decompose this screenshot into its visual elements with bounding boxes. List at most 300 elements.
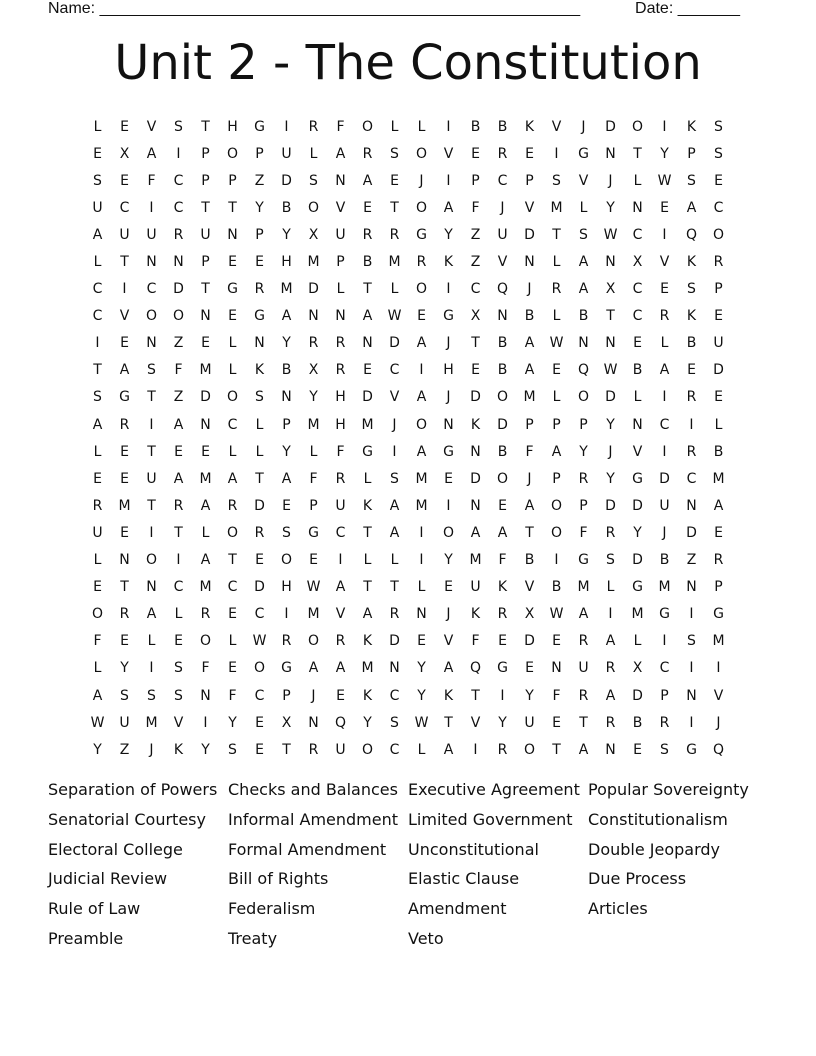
grid-letter: C bbox=[92, 308, 103, 325]
grid-letter: N bbox=[605, 145, 616, 162]
grid-letter: L bbox=[552, 254, 561, 271]
grid-letter: Y bbox=[525, 687, 534, 704]
grid-letter: E bbox=[93, 579, 102, 596]
grid-letter: S bbox=[687, 172, 696, 189]
grid-letter: S bbox=[93, 172, 102, 189]
grid-letter: E bbox=[201, 335, 210, 352]
date-field[interactable]: Date: _______ bbox=[635, 0, 740, 17]
grid-letter: P bbox=[552, 416, 561, 433]
grid-letter: Y bbox=[282, 226, 291, 243]
grid-letter: T bbox=[444, 714, 453, 731]
grid-letter: K bbox=[443, 687, 454, 704]
grid-row bbox=[84, 384, 732, 411]
grid-letter: A bbox=[92, 416, 103, 433]
grid-letter: N bbox=[173, 254, 184, 271]
grid-letter: S bbox=[390, 470, 399, 487]
grid-letter: L bbox=[390, 118, 399, 135]
grid-letter: A bbox=[578, 606, 589, 623]
grid-letter: E bbox=[174, 633, 183, 650]
grid-letter: R bbox=[308, 118, 319, 135]
grid-letter: N bbox=[524, 254, 535, 271]
grid-letter: E bbox=[714, 524, 723, 541]
grid-row bbox=[84, 438, 732, 465]
grid-letter: J bbox=[527, 470, 532, 487]
grid-letter: V bbox=[119, 308, 130, 325]
grid-letter: R bbox=[659, 308, 670, 325]
grid-letter: A bbox=[416, 389, 427, 406]
grid-letter: E bbox=[714, 389, 723, 406]
grid-letter: D bbox=[362, 389, 373, 406]
grid-letter: U bbox=[335, 497, 346, 514]
grid-letter: L bbox=[606, 579, 615, 596]
grid-letter: I bbox=[689, 416, 694, 433]
grid-letter: I bbox=[176, 552, 181, 569]
grid-row bbox=[84, 357, 732, 384]
grid-letter: S bbox=[606, 552, 615, 569]
grid-letter: T bbox=[174, 524, 183, 541]
grid-letter: S bbox=[255, 389, 264, 406]
grid-letter: I bbox=[689, 714, 694, 731]
grid-letter: O bbox=[253, 660, 266, 677]
grid-letter: O bbox=[550, 497, 563, 514]
grid-letter: X bbox=[605, 281, 616, 298]
word-bank-item: Popular Sovereignty bbox=[588, 780, 749, 799]
grid-letter: L bbox=[255, 443, 264, 460]
grid-letter: P bbox=[309, 497, 318, 514]
grid-letter: R bbox=[227, 497, 238, 514]
grid-letter: E bbox=[228, 606, 237, 623]
grid-letter: T bbox=[120, 254, 129, 271]
grid-letter: N bbox=[227, 226, 238, 243]
grid-letter: S bbox=[309, 172, 318, 189]
grid-letter: G bbox=[281, 660, 292, 677]
word-bank-item: Unconstitutional bbox=[408, 839, 539, 859]
grid-letter: N bbox=[146, 579, 157, 596]
grid-letter: Z bbox=[254, 172, 265, 189]
grid-letter: F bbox=[201, 660, 210, 677]
grid-letter: O bbox=[415, 281, 428, 298]
grid-letter: O bbox=[226, 145, 239, 162]
grid-letter: R bbox=[308, 741, 319, 758]
grid-letter: A bbox=[443, 660, 454, 677]
grid-letter: A bbox=[227, 470, 238, 487]
grid-letter: L bbox=[390, 281, 399, 298]
grid-letter: K bbox=[362, 687, 373, 704]
grid-letter: F bbox=[174, 362, 183, 379]
grid-letter: L bbox=[228, 633, 237, 650]
grid-letter: A bbox=[551, 443, 562, 460]
grid-letter: M bbox=[145, 714, 158, 731]
grid-letter: A bbox=[146, 606, 157, 623]
grid-letter: I bbox=[149, 660, 154, 677]
grid-letter: O bbox=[577, 389, 590, 406]
grid-letter: C bbox=[686, 470, 697, 487]
grid-letter: Q bbox=[577, 362, 590, 379]
grid-letter: D bbox=[254, 579, 265, 596]
grid-letter: T bbox=[552, 226, 561, 243]
name-field[interactable]: Name: ______________________________________________________ bbox=[48, 0, 581, 17]
grid-letter: R bbox=[605, 714, 616, 731]
grid-letter: K bbox=[470, 606, 481, 623]
grid-letter: L bbox=[93, 118, 102, 135]
page-title: Unit 2 - The Constitution bbox=[114, 35, 702, 91]
grid-letter: A bbox=[92, 687, 103, 704]
grid-letter: A bbox=[443, 741, 454, 758]
grid-letter: I bbox=[608, 606, 613, 623]
grid-letter: A bbox=[470, 524, 481, 541]
grid-letter: R bbox=[659, 714, 670, 731]
grid-letter: C bbox=[92, 281, 103, 298]
grid-letter: V bbox=[659, 254, 670, 271]
grid-letter: J bbox=[608, 172, 613, 189]
grid-letter: B bbox=[713, 443, 724, 460]
grid-letter: T bbox=[552, 741, 561, 758]
word-bank-item: Rule of Law bbox=[48, 899, 141, 919]
grid-letter: B bbox=[281, 362, 292, 379]
grid-letter: K bbox=[362, 633, 373, 650]
grid-letter: Y bbox=[282, 335, 291, 352]
grid-letter: A bbox=[497, 524, 508, 541]
grid-letter: W bbox=[549, 606, 564, 623]
grid-letter: I bbox=[662, 389, 667, 406]
grid-letter: C bbox=[173, 199, 184, 216]
grid-letter: G bbox=[254, 308, 265, 325]
grid-letter: T bbox=[201, 199, 210, 216]
word-bank-item: Preamble bbox=[48, 928, 124, 948]
grid-letter: G bbox=[119, 389, 130, 406]
grid-letter: F bbox=[552, 687, 561, 704]
grid-letter: C bbox=[227, 416, 238, 433]
word-bank-item: Electoral College bbox=[48, 839, 183, 859]
grid-letter: I bbox=[662, 633, 667, 650]
grid-letter: T bbox=[363, 579, 372, 596]
grid-letter: T bbox=[228, 199, 237, 216]
grid-letter: I bbox=[284, 118, 289, 135]
grid-letter: Q bbox=[469, 660, 482, 677]
grid-letter: M bbox=[712, 633, 725, 650]
grid-letter: E bbox=[309, 552, 318, 569]
grid-letter: L bbox=[93, 552, 102, 569]
grid-letter: R bbox=[335, 362, 346, 379]
grid-row bbox=[84, 465, 732, 492]
word-search-grid bbox=[84, 113, 732, 763]
grid-letter: A bbox=[524, 362, 535, 379]
grid-letter: Y bbox=[255, 199, 264, 216]
grid-letter: Z bbox=[119, 741, 130, 758]
grid-letter: B bbox=[497, 335, 508, 352]
grid-letter: T bbox=[471, 687, 480, 704]
grid-letter: N bbox=[335, 308, 346, 325]
grid-letter: J bbox=[662, 524, 667, 541]
grid-letter: I bbox=[662, 226, 667, 243]
grid-letter: Q bbox=[712, 741, 725, 758]
grid-letter: V bbox=[713, 687, 724, 704]
grid-letter: W bbox=[603, 362, 618, 379]
grid-letter: M bbox=[712, 470, 725, 487]
grid-letter: C bbox=[497, 172, 508, 189]
grid-letter: R bbox=[335, 470, 346, 487]
grid-letter: D bbox=[308, 281, 319, 298]
grid-letter: C bbox=[173, 172, 184, 189]
grid-letter: L bbox=[174, 606, 183, 623]
grid-letter: W bbox=[414, 714, 429, 731]
grid-letter: D bbox=[173, 281, 184, 298]
grid-letter: Y bbox=[309, 389, 318, 406]
grid-letter: A bbox=[281, 308, 292, 325]
grid-letter: N bbox=[146, 254, 157, 271]
grid-row bbox=[84, 547, 732, 574]
grid-letter: J bbox=[716, 714, 721, 731]
grid-letter: S bbox=[174, 118, 183, 135]
grid-letter: K bbox=[443, 254, 454, 271]
grid-letter: F bbox=[336, 443, 345, 460]
grid-letter: N bbox=[200, 687, 211, 704]
grid-letter: A bbox=[92, 226, 103, 243]
grid-letter: C bbox=[713, 199, 724, 216]
grid-letter: T bbox=[201, 118, 210, 135]
grid-letter: J bbox=[608, 443, 613, 460]
grid-letter: E bbox=[93, 470, 102, 487]
word-bank-item: Separation of Powers bbox=[48, 780, 218, 799]
word-bank-item: Executive Agreement bbox=[408, 780, 580, 799]
grid-letter: K bbox=[497, 579, 508, 596]
grid-letter: M bbox=[307, 254, 320, 271]
grid-letter: D bbox=[632, 497, 643, 514]
grid-letter: I bbox=[419, 524, 424, 541]
grid-letter: E bbox=[390, 172, 399, 189]
grid-letter: P bbox=[282, 687, 291, 704]
grid-letter: J bbox=[446, 335, 451, 352]
grid-letter: U bbox=[119, 226, 130, 243]
grid-letter: E bbox=[120, 443, 129, 460]
grid-letter: A bbox=[200, 552, 211, 569]
grid-letter: E bbox=[660, 281, 669, 298]
grid-letter: J bbox=[500, 199, 505, 216]
grid-letter: M bbox=[577, 579, 590, 596]
grid-letter: Y bbox=[228, 714, 237, 731]
grid-letter: F bbox=[147, 172, 156, 189]
grid-letter: E bbox=[282, 497, 291, 514]
grid-letter: K bbox=[173, 741, 184, 758]
grid-letter: K bbox=[686, 118, 697, 135]
grid-letter: U bbox=[200, 226, 211, 243]
grid-letter: C bbox=[659, 416, 670, 433]
grid-letter: H bbox=[443, 362, 454, 379]
grid-letter: L bbox=[660, 335, 669, 352]
grid-letter: A bbox=[119, 362, 130, 379]
grid-letter: K bbox=[686, 254, 697, 271]
grid-letter: B bbox=[497, 118, 508, 135]
grid-letter: S bbox=[147, 362, 156, 379]
grid-letter: L bbox=[228, 362, 237, 379]
grid-letter: M bbox=[550, 199, 563, 216]
grid-row bbox=[84, 411, 732, 438]
grid-letter: N bbox=[281, 389, 292, 406]
grid-letter: T bbox=[606, 308, 615, 325]
grid-letter: M bbox=[280, 281, 293, 298]
grid-letter: N bbox=[119, 552, 130, 569]
grid-letter: O bbox=[415, 199, 428, 216]
grid-letter: B bbox=[281, 199, 292, 216]
grid-letter: D bbox=[605, 497, 616, 514]
grid-letter: P bbox=[714, 281, 723, 298]
grid-letter: X bbox=[281, 714, 292, 731]
grid-letter: P bbox=[201, 145, 210, 162]
grid-letter: L bbox=[363, 552, 372, 569]
grid-row bbox=[84, 248, 732, 275]
grid-letter: R bbox=[713, 254, 724, 271]
grid-letter: R bbox=[389, 226, 400, 243]
grid-letter: B bbox=[632, 362, 643, 379]
grid-letter: B bbox=[632, 714, 643, 731]
grid-letter: R bbox=[686, 389, 697, 406]
grid-letter: T bbox=[93, 362, 102, 379]
grid-letter: O bbox=[361, 118, 374, 135]
grid-letter: E bbox=[228, 660, 237, 677]
grid-letter: I bbox=[716, 660, 721, 677]
grid-letter: S bbox=[93, 389, 102, 406]
grid-letter: U bbox=[524, 714, 535, 731]
grid-letter: I bbox=[122, 281, 127, 298]
grid-letter: N bbox=[443, 416, 454, 433]
grid-letter: L bbox=[633, 633, 642, 650]
grid-letter: T bbox=[228, 552, 237, 569]
word-bank-item: Formal Amendment bbox=[228, 839, 387, 859]
grid-letter: J bbox=[527, 281, 532, 298]
grid-letter: P bbox=[714, 579, 723, 596]
grid-letter: N bbox=[200, 308, 211, 325]
grid-letter: C bbox=[632, 308, 643, 325]
grid-letter: G bbox=[578, 552, 589, 569]
grid-letter: I bbox=[689, 606, 694, 623]
grid-letter: Z bbox=[173, 335, 184, 352]
grid-letter: W bbox=[90, 714, 105, 731]
grid-letter: O bbox=[496, 389, 509, 406]
grid-letter: N bbox=[632, 416, 643, 433]
word-bank-item: Constitutionalism bbox=[588, 809, 728, 829]
grid-letter: C bbox=[173, 579, 184, 596]
grid-letter: I bbox=[338, 552, 343, 569]
grid-letter: W bbox=[252, 633, 267, 650]
grid-letter: A bbox=[713, 497, 724, 514]
grid-letter: O bbox=[226, 389, 239, 406]
grid-letter: N bbox=[362, 335, 373, 352]
grid-letter: R bbox=[497, 606, 508, 623]
grid-letter: N bbox=[389, 660, 400, 677]
grid-letter: E bbox=[228, 254, 237, 271]
grid-letter: I bbox=[284, 606, 289, 623]
grid-letter: T bbox=[363, 524, 372, 541]
grid-letter: A bbox=[443, 199, 454, 216]
grid-letter: Y bbox=[660, 145, 669, 162]
grid-letter: S bbox=[147, 687, 156, 704]
grid-letter: I bbox=[203, 714, 208, 731]
grid-letter: H bbox=[335, 416, 346, 433]
grid-letter: V bbox=[146, 118, 157, 135]
grid-row bbox=[84, 574, 732, 601]
grid-letter: L bbox=[633, 172, 642, 189]
grid-letter: B bbox=[551, 579, 562, 596]
grid-letter: S bbox=[660, 741, 669, 758]
grid-letter: L bbox=[336, 281, 345, 298]
grid-letter: P bbox=[228, 172, 237, 189]
grid-letter: L bbox=[228, 335, 237, 352]
grid-letter: G bbox=[578, 145, 589, 162]
grid-letter: N bbox=[335, 172, 346, 189]
grid-letter: G bbox=[254, 118, 265, 135]
grid-letter: V bbox=[443, 145, 454, 162]
grid-letter: M bbox=[415, 497, 428, 514]
grid-letter: E bbox=[120, 633, 129, 650]
grid-letter: N bbox=[146, 335, 157, 352]
grid-letter: E bbox=[363, 199, 372, 216]
grid-letter: E bbox=[633, 335, 642, 352]
grid-letter: S bbox=[714, 118, 723, 135]
grid-letter: G bbox=[443, 443, 454, 460]
grid-letter: R bbox=[362, 145, 373, 162]
grid-letter: K bbox=[686, 308, 697, 325]
grid-letter: E bbox=[444, 470, 453, 487]
grid-letter: V bbox=[524, 199, 535, 216]
grid-letter: P bbox=[579, 416, 588, 433]
grid-letter: D bbox=[524, 633, 535, 650]
grid-letter: E bbox=[552, 633, 561, 650]
grid-letter: C bbox=[119, 199, 130, 216]
grid-letter: L bbox=[552, 308, 561, 325]
grid-letter: M bbox=[307, 606, 320, 623]
grid-letter: P bbox=[201, 254, 210, 271]
grid-letter: T bbox=[471, 335, 480, 352]
grid-letter: S bbox=[579, 226, 588, 243]
grid-letter: O bbox=[415, 416, 428, 433]
grid-letter: N bbox=[605, 741, 616, 758]
grid-letter: C bbox=[659, 660, 670, 677]
grid-letter: N bbox=[686, 579, 697, 596]
grid-letter: F bbox=[471, 633, 480, 650]
word-bank-item: Treaty bbox=[228, 928, 278, 948]
grid-row bbox=[84, 601, 732, 628]
grid-letter: A bbox=[146, 145, 157, 162]
grid-letter: F bbox=[471, 199, 480, 216]
grid-letter: R bbox=[497, 741, 508, 758]
grid-letter: G bbox=[497, 660, 508, 677]
grid-letter: E bbox=[255, 254, 264, 271]
grid-letter: L bbox=[552, 389, 561, 406]
grid-letter: A bbox=[686, 199, 697, 216]
worksheet-header bbox=[48, 0, 740, 20]
grid-letter: T bbox=[201, 281, 210, 298]
grid-letter: I bbox=[446, 172, 451, 189]
grid-letter: G bbox=[362, 443, 373, 460]
grid-letter: E bbox=[417, 633, 426, 650]
grid-letter: Y bbox=[633, 524, 642, 541]
grid-letter: G bbox=[227, 281, 238, 298]
grid-letter: U bbox=[578, 660, 589, 677]
grid-row bbox=[84, 736, 732, 763]
grid-letter: B bbox=[497, 443, 508, 460]
grid-letter: D bbox=[497, 416, 508, 433]
grid-letter: B bbox=[578, 308, 589, 325]
grid-letter: H bbox=[281, 254, 292, 271]
grid-letter: G bbox=[416, 226, 427, 243]
grid-letter: E bbox=[255, 552, 264, 569]
grid-letter: I bbox=[500, 687, 505, 704]
grid-row bbox=[84, 682, 732, 709]
grid-row bbox=[84, 655, 732, 682]
grid-letter: P bbox=[525, 416, 534, 433]
grid-row bbox=[84, 221, 732, 248]
grid-letter: C bbox=[227, 579, 238, 596]
